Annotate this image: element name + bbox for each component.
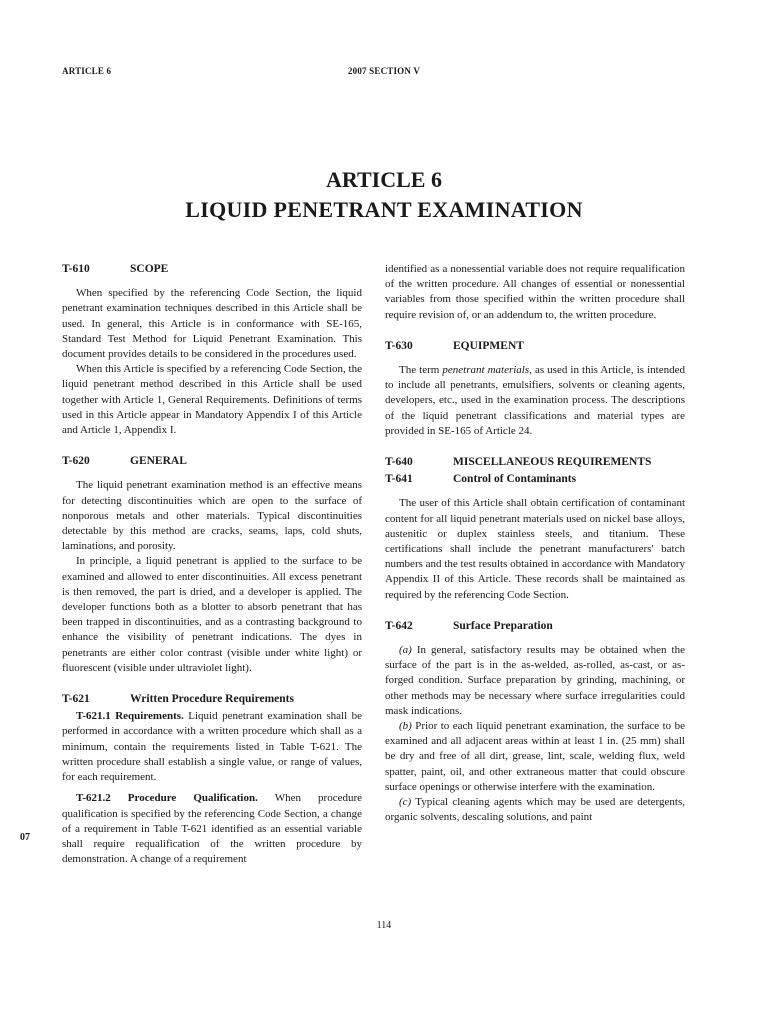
paragraph-text: In general, satisfactory results may be obtained when the surface of the part is in the as-welded, as-rolled, as-cast, or as-forged condition. Surface preparation by grinding, machining, or other methods may be necessary where surface irregularities could mask indications. bbox=[385, 644, 685, 717]
paragraph-heading: T-621.2 Procedure Qualification. bbox=[76, 792, 258, 805]
paragraph-t642-a bbox=[385, 643, 685, 719]
revision-margin-note: 07 bbox=[20, 832, 30, 843]
section-number: T-610 bbox=[62, 263, 90, 275]
section-number: T-642 bbox=[385, 619, 413, 632]
paragraph-continuation: identified as a nonessential variable does not require requalification of the written procedure. All changes of essential or nonessential variables from those specified within the written procedure shall require revision of, or an addendum to, the written procedure. bbox=[385, 263, 685, 321]
paragraph-t621-1 bbox=[62, 709, 362, 785]
paragraph-text: Liquid penetrant examination shall be performed in accordance with a written procedure which shall as a minimum, contain the requirements listed in Table T-621. The written procedure shall establish a single value, or range of values, for each requirement. bbox=[62, 710, 362, 784]
paragraph-text: When procedure qualification is specified by the referencing Code Section, a change of a requirement in Table T-621 identified as an essential variable shall require requalification of the written procedure by demonstration. A change of a requirement bbox=[62, 792, 362, 866]
item-label: (b) bbox=[399, 720, 412, 733]
right-column bbox=[385, 262, 685, 826]
paragraph-t630 bbox=[385, 363, 685, 439]
section-number: T-641 bbox=[385, 473, 413, 486]
section-number: T-630 bbox=[385, 339, 413, 352]
article-subtitle: LIQUID PENETRANT EXAMINATION bbox=[185, 197, 583, 222]
paragraph-t642-b bbox=[385, 719, 685, 795]
section-heading-t621 bbox=[62, 692, 362, 707]
section-title: Control of Contaminants bbox=[453, 473, 577, 486]
paragraph-text: Prior to each liquid penetrant examination, the surface to be examined and all adjacent areas within at least 1 in. (25 mm) shall be dry and free of all dirt, grease, lint, scale, welding flux, weld spatter, paint, oil, and other extraneous matter that could obscure surface openings or otherwise interfere with the examination. bbox=[385, 720, 685, 793]
paragraph-heading: T-621.1 Requirements. bbox=[76, 710, 184, 723]
section-number: T-640 bbox=[385, 456, 413, 469]
paragraph-text: The term bbox=[399, 364, 443, 377]
section-title: EQUIPMENT bbox=[453, 339, 524, 352]
paragraph: In principle, a liquid penetrant is applied to the surface to be examined and allowed to enter discontinuities. All excess penetrant is then removed, the part is dried, and a developer is applied. The developer functions both as a blotter to absorb penetrant that has been trapped in discontinuities, and as a contrasting background to enhance the visibility of penetrant indications. The dyes in penetrants are either color contrast (visible under white light) or fluorescent (visible under ultraviolet light). bbox=[62, 555, 362, 674]
section-heading-t630 bbox=[385, 339, 685, 354]
paragraph-t621-2 bbox=[62, 791, 362, 867]
running-header-section: 2007 SECTION V bbox=[347, 66, 421, 76]
paragraph: The user of this Article shall obtain certification of contaminant content for all liquid penetrant materials used on nickel base alloys, austenitic or duplex stainless steels, and titanium. These certifications shall include the penetrant manufacturers' batch numbers and the test results obtained in accordance with Mandatory Appendix II of this Article. These records shall be maintained as required by the referencing Code Section. bbox=[385, 497, 685, 601]
section-number: T-621 bbox=[62, 693, 90, 706]
section-heading-t642 bbox=[385, 619, 685, 634]
running-header-article: ARTICLE 6 bbox=[62, 66, 112, 76]
term-emphasis: penetrant materials, bbox=[442, 364, 532, 377]
article-title: ARTICLE 6 bbox=[326, 167, 442, 192]
section-title: MISCELLANEOUS REQUIREMENTS bbox=[453, 456, 652, 469]
section-title: Written Procedure Requirements bbox=[130, 693, 294, 706]
item-label: (c) bbox=[399, 796, 412, 809]
paragraph: When specified by the referencing Code Section, the liquid penetrant examination techniques described in this Article shall be used. In general, this Article is in conformance with SE-165, Standard Test Method for Liquid Penetrant Examination. This document provides details to be considered in the procedures used. bbox=[62, 287, 362, 361]
paragraph-text: as used in this Article, is intended to include all penetrants, emulsifiers, solvents or cleaning agents, developers, etc., used in the examination process. The descriptions of the liquid penetrant classifications and material types are provided in SE-165 of Article 24. bbox=[385, 364, 685, 437]
section-title: GENERAL bbox=[130, 455, 187, 468]
section-number: T-620 bbox=[62, 455, 90, 468]
paragraph-t642-c bbox=[385, 795, 685, 825]
section-title: Surface Preparation bbox=[453, 619, 553, 632]
paragraph-text: Typical cleaning agents which may be used are detergents, organic solvents, descaling solutions, and paint bbox=[385, 796, 685, 824]
item-label: (a) bbox=[399, 644, 412, 657]
section-title: SCOPE bbox=[130, 263, 169, 275]
left-column bbox=[62, 262, 362, 867]
page-number: 114 bbox=[376, 920, 392, 931]
section-heading-t641 bbox=[385, 472, 685, 487]
section-heading-t610 bbox=[62, 262, 362, 277]
paragraph: When this Article is specified by a referencing Code Section, the liquid penetrant method described in this Article shall be used together with Article 1, General Requirements. Definitions of terms used in this Article appear in Mandatory Appendix I of this Article and Article 1, Appendix I. bbox=[62, 363, 362, 437]
section-heading-t640 bbox=[385, 455, 685, 470]
section-heading-t620 bbox=[62, 454, 362, 469]
paragraph: The liquid penetrant examination method is an effective means for detecting discontinuities which are open to the surface of nonporous metals and other materials. Typical discontinuities detectable by this method are cracks, seams, laps, cold shuts, laminations, and porosity. bbox=[62, 479, 362, 553]
